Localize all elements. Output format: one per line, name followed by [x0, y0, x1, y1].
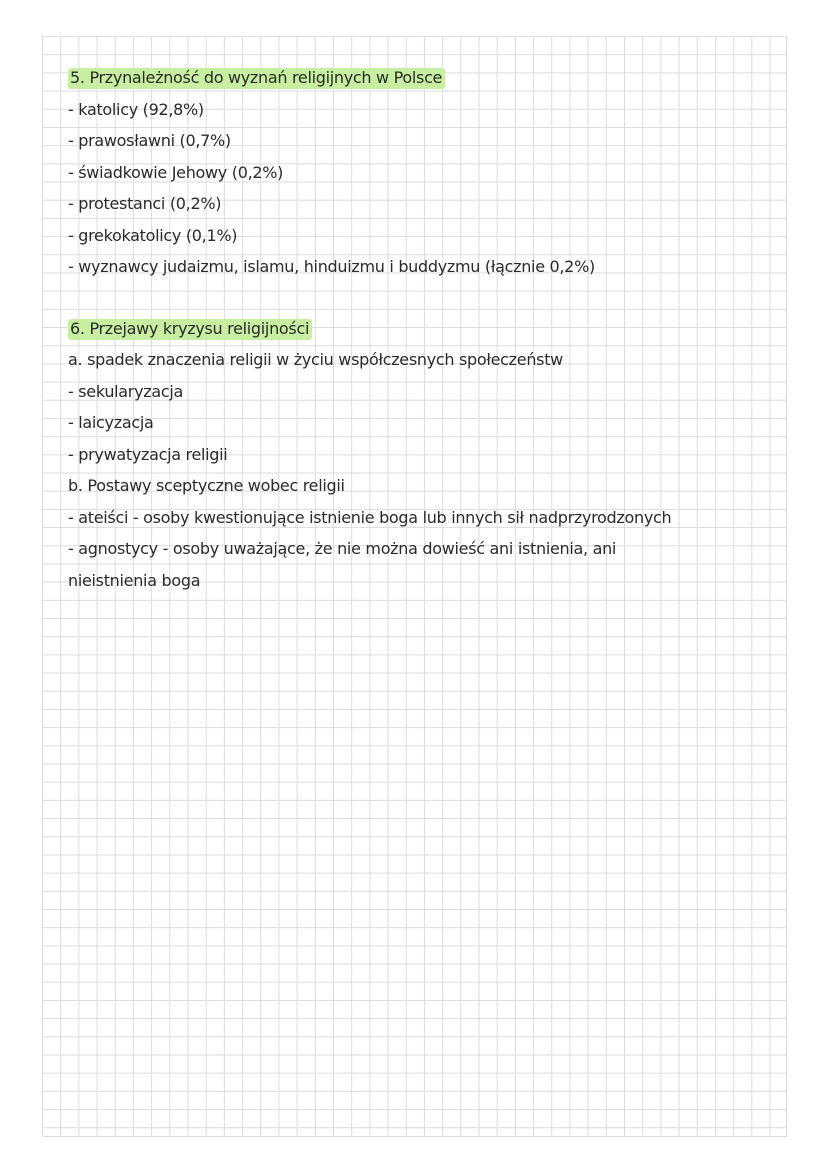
section-5-heading: 5. Przynależność do wyznań religijnych w Polsce: [68, 62, 768, 94]
section-6-heading: 6. Przejawy kryzysu religijności: [68, 313, 768, 345]
section-5-item: - wyznawcy judaizmu, islamu, hinduizmu i buddyzmu (łącznie 0,2%): [68, 257, 595, 276]
section-6-item-b: nieistnienia boga: [68, 570, 201, 590]
section-6-item-a: - sekularyzacja: [68, 381, 184, 401]
section-5-item: - prawosławni (0,7%): [68, 131, 231, 150]
section-6-item-a: - laicyzacja: [68, 413, 154, 432]
section-gap: [68, 283, 768, 313]
section-6-item-b: - ateiści - osoby kwestionujące istnienie boga lub innych sił nadprzyrodzonych: [68, 507, 672, 527]
section-6-item-b: - agnostycy - osoby uważające, że nie można dowieść ani istnienia, ani: [68, 539, 617, 558]
section-5-item: - grekokatolicy (0,1%): [68, 225, 238, 245]
section-6-item-a: - prywatyzacja religii: [68, 444, 228, 464]
section-6-subheading-a: a. spadek znaczenia religii w życiu współczesnych społeczeństw: [68, 350, 563, 369]
notes-content: [68, 62, 768, 596]
section-5-item: - świadkowie Jehowy (0,2%): [68, 162, 284, 182]
section-6-subheading-b: b. Postawy sceptyczne wobec religii: [68, 476, 345, 495]
section-5-item: - katolicy (92,8%): [68, 99, 204, 119]
section-5-item: - protestanci (0,2%): [68, 194, 222, 213]
